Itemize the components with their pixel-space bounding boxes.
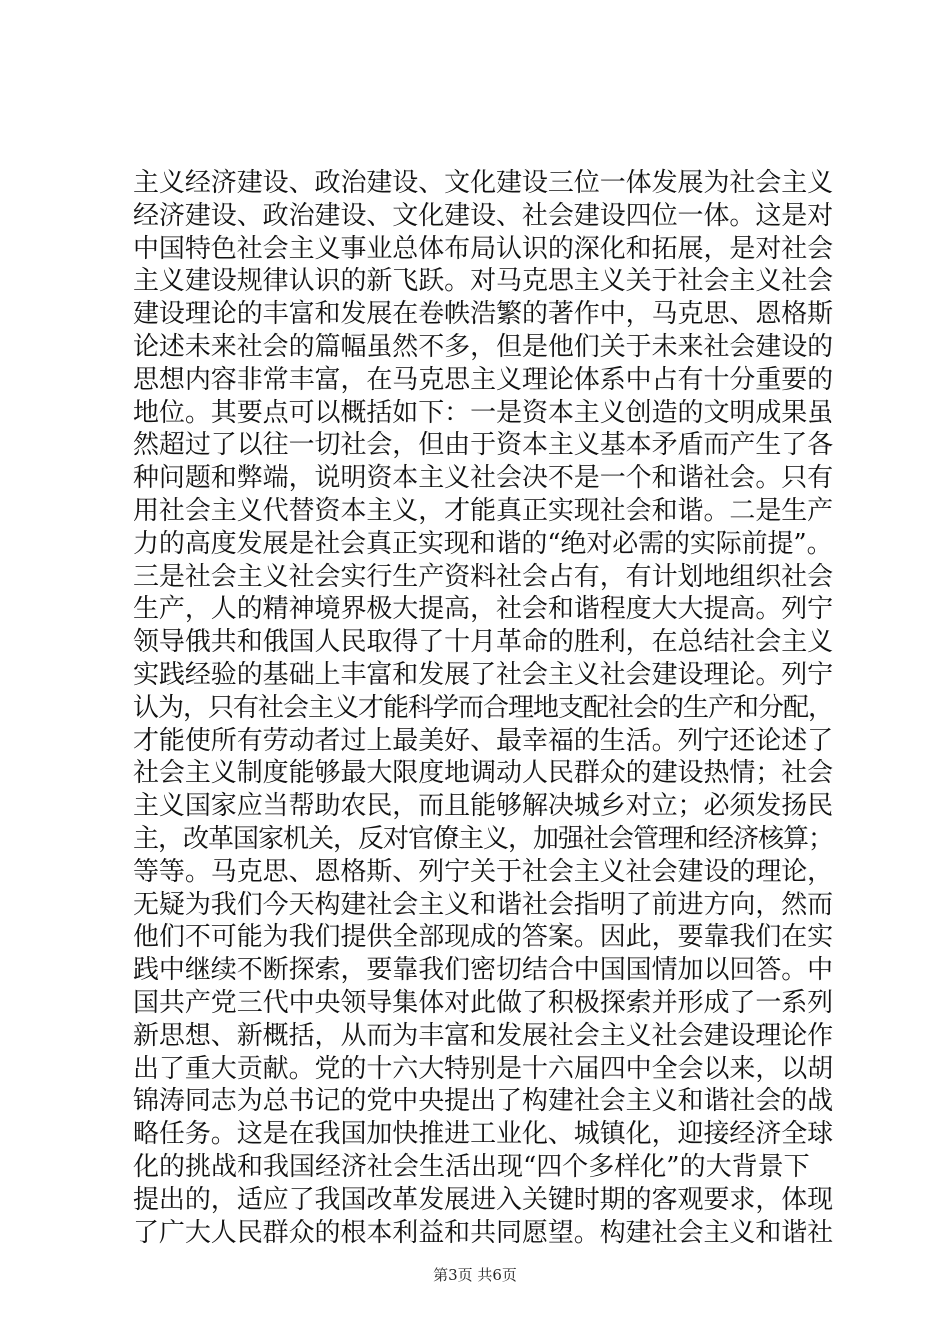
text-line: 国共产党三代中央领导集体对此做了积极探索并形成了一系列 xyxy=(133,987,833,1018)
text-line: 略任务。这是在我国加快推进工业化、城镇化，迎接经济全球 xyxy=(133,1119,833,1150)
text-line: 新思想、新概括，从而为丰富和发展社会主义社会建设理论作 xyxy=(133,1020,833,1051)
text-line: 用社会主义代替资本主义，才能真正实现社会和谐。二是生产 xyxy=(133,495,833,526)
text-line: 等等。马克思、恩格斯、列宁关于社会主义社会建设的理论， xyxy=(133,856,833,887)
text-line: 主义经济建设、政治建设、文化建设三位一体发展为社会主义 xyxy=(133,168,833,198)
text-line: 了广大人民群众的根本利益和共同愿望。构建社会主义和谐社 xyxy=(133,1217,833,1248)
text-line: 中国特色社会主义事业总体布局认识的深化和拓展，是对社会 xyxy=(133,233,833,264)
text-line: 建设理论的丰富和发展在卷帙浩繁的著作中，马克思、恩格斯 xyxy=(133,299,833,330)
text-line: 出了重大贡献。党的十六大特别是十六届四中全会以来，以胡 xyxy=(133,1053,833,1084)
text-line: 三是社会主义社会实行生产资料社会占有，有计划地组织社会 xyxy=(133,561,833,592)
text-line: 力的高度发展是社会真正实现和谐的“绝对必需的实际前提”。 xyxy=(133,528,833,559)
text-line: 然超过了以往一切社会，但由于资本主义基本矛盾而产生了各 xyxy=(133,430,833,461)
body-text xyxy=(133,167,833,1249)
text-line: 社会主义制度能够最大限度地调动人民群众的建设热情；社会 xyxy=(133,758,833,789)
text-line: 提出的，适应了我国改革发展进入关键时期的客观要求，体现 xyxy=(133,1184,833,1215)
text-line: 无疑为我们今天构建社会主义和谐社会指明了前进方向，然而 xyxy=(133,889,833,920)
page-footer: 第3页 共6页 xyxy=(433,1266,517,1284)
text-line: 践中继续不断探索，要靠我们密切结合中国国情加以回答。中 xyxy=(133,955,833,986)
text-line: 才能使所有劳动者过上最美好、最幸福的生活。列宁还论述了 xyxy=(133,725,833,756)
text-line: 主义建设规律认识的新飞跃。对马克思主义关于社会主义社会 xyxy=(133,266,833,297)
text-line: 锦涛同志为总书记的党中央提出了构建社会主义和谐社会的战 xyxy=(133,1086,833,1117)
text-line: 认为，只有社会主义才能科学而合理地支配社会的生产和分配， xyxy=(133,692,833,723)
text-line: 他们不可能为我们提供全部现成的答案。因此，要靠我们在实 xyxy=(133,922,833,953)
text-line: 主义国家应当帮助农民，而且能够解决城乡对立；必须发扬民 xyxy=(133,791,833,822)
text-line: 经济建设、政治建设、文化建设、社会建设四位一体。这是对 xyxy=(133,200,833,231)
text-line: 地位。其要点可以概括如下：一是资本主义创造的文明成果虽 xyxy=(133,397,833,428)
text-line: 实践经验的基础上丰富和发展了社会主义社会建设理论。列宁 xyxy=(133,659,833,690)
text-line: 生产，人的精神境界极大提高，社会和谐程度大大提高。列宁 xyxy=(133,594,833,625)
text-line: 主，改革国家机关，反对官僚主义，加强社会管理和经济核算； xyxy=(133,823,833,854)
text-line: 论述未来社会的篇幅虽然不多，但是他们关于未来社会建设的 xyxy=(133,331,833,362)
text-line: 领导俄共和俄国人民取得了十月革命的胜利，在总结社会主义 xyxy=(133,627,833,658)
text-line: 化的挑战和我国经济社会生活出现“四个多样化”的大背景下 xyxy=(133,1151,810,1182)
text-line: 思想内容非常丰富，在马克思主义理论体系中占有十分重要的 xyxy=(133,364,833,395)
text-line: 种问题和弊端，说明资本主义社会决不是一个和谐社会。只有 xyxy=(133,463,833,494)
